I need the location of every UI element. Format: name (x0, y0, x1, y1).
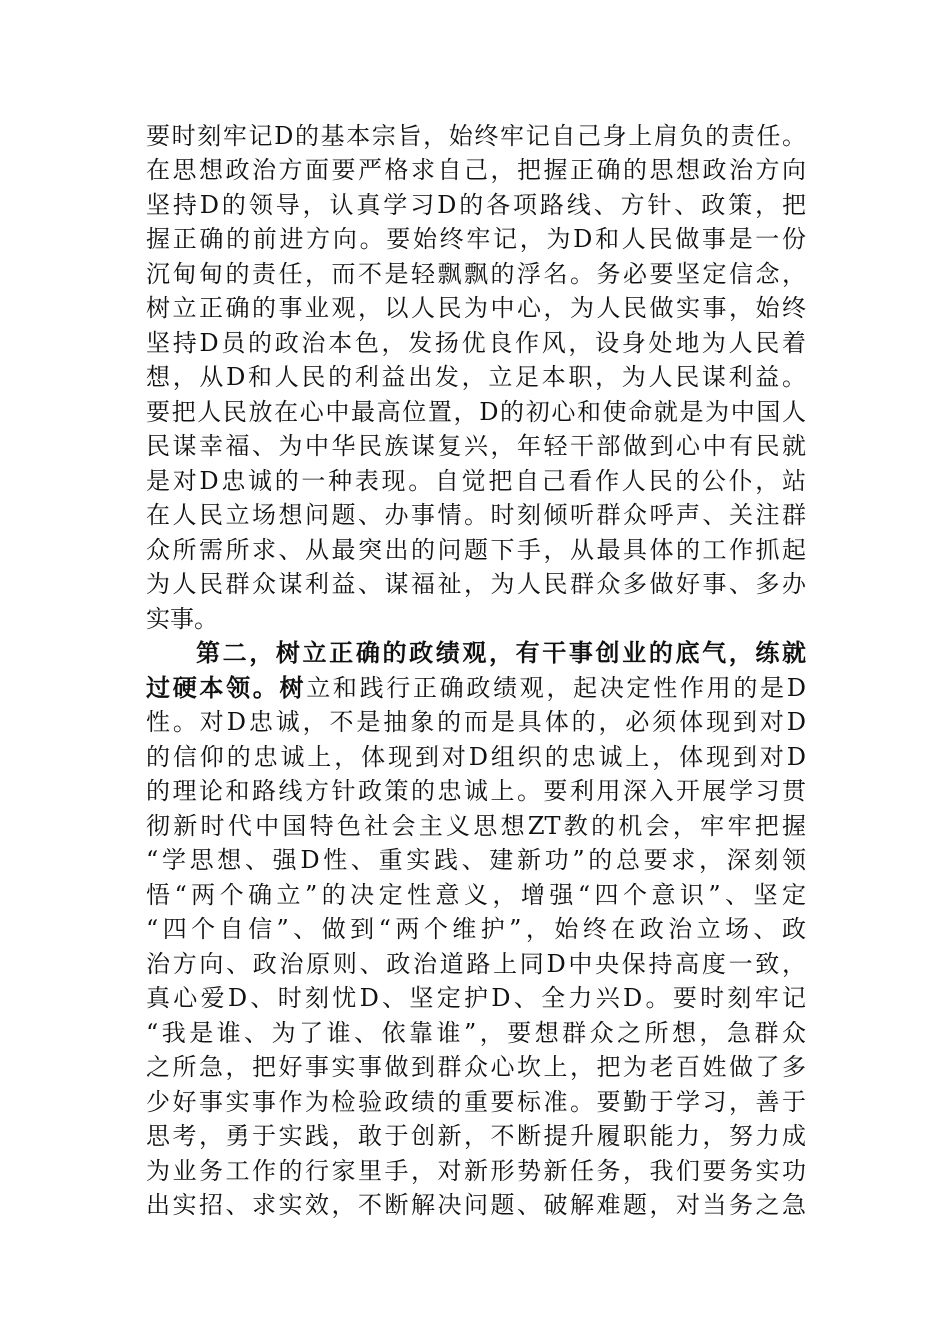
text-line: 的信仰的忠诚上，体现到对D组织的忠诚上，体现到对D (146, 743, 806, 771)
text-line: 握正确的前进方向。要始终牢记，为D和人民做事是一份 (146, 225, 806, 253)
text-line: “我是谁、为了谁、依靠谁”，要想群众之所想，急群众 (146, 1019, 806, 1047)
text-line: 为业务工作的行家里手，对新形势新任务，我们要务实功 (146, 1157, 806, 1185)
text-line: 在人民立场想问题、办事情。时刻倾听群众呼声、关注群 (146, 501, 806, 529)
section-heading-tail: 过硬本领。树 (146, 673, 307, 702)
text-line: 坚持D员的政治本色，发扬优良作风，设身处地为人民着 (146, 329, 806, 357)
text-line: 性。对D忠诚，不是抽象的而是具体的，必须体现到对D (146, 708, 806, 736)
text-line: 是对D忠诚的一种表现。自觉把自己看作人民的公仆，站 (146, 467, 806, 495)
text-line: 要把人民放在心中最高位置，D的初心和使命就是为中国人 (146, 398, 806, 426)
text-line: 的理论和路线方针政策的忠诚上。要利用深入开展学习贯 (146, 777, 806, 805)
text-line: 众所需所求、从最突出的问题下手，从最具体的工作抓起 (146, 536, 806, 564)
text-line: 树立正确的事业观，以人民为中心，为人民做实事，始终 (146, 294, 806, 322)
text-line: 之所急，把好事实事做到群众心坎上，把为老百姓做了多 (146, 1053, 806, 1081)
text-line: 真心爱D、时刻忧D、坚定护D、全力兴D。要时刻牢记 (146, 984, 806, 1012)
text-line: 思考，勇于实践，敢于创新，不断提升履职能力，努力成 (146, 1122, 806, 1150)
text-line: 坚持D的领导，认真学习D的各项路线、方针、政策，把 (146, 191, 806, 219)
text-segment: 立和践行正确政绩观，起决定性作用的是D (306, 674, 806, 702)
text-line (146, 671, 806, 705)
text-line: 少好事实事作为检验政绩的重要标准。要勤于学习，善于 (146, 1088, 806, 1116)
text-line: 想，从D和人民的利益出发，立足本职，为人民谋利益。 (146, 363, 806, 391)
text-line: 实事。 (146, 605, 218, 633)
text-line: 彻新时代中国特色社会主义思想ZT教的机会，牢牢把握 (146, 812, 806, 840)
text-line: “学思想、强D性、重实践、建新功”的总要求，深刻领 (146, 846, 806, 874)
text-line: 沉甸甸的责任，而不是轻飘飘的浮名。务必要坚定信念， (146, 260, 806, 288)
text-line: 悟“两个确立”的决定性意义，增强“四个意识”、坚定 (146, 881, 806, 909)
text-line: 要时刻牢记D的基本宗旨，始终牢记自己身上肩负的责任。 (146, 122, 806, 150)
text-line: 民谋幸福、为中华民族谋复兴，年轻干部做到心中有民就 (146, 432, 806, 460)
text-line: “四个自信”、做到“两个维护”，始终在政治立场、政 (146, 915, 806, 943)
text-line: 治方向、政治原则、政治道路上同D中央保持高度一致， (146, 950, 806, 978)
text-line: 在思想政治方面要严格求自己，把握正确的思想政治方向 (146, 156, 806, 184)
text-line: 出实招、求实效，不断解决问题、破解难题，对当务之急 (146, 1191, 806, 1219)
section-heading-line: 第二，树立正确的政绩观，有干事创业的底气，练就 (196, 638, 806, 667)
text-line: 为人民群众谋利益、谋福祉，为人民群众多做好事、多办 (146, 570, 806, 598)
